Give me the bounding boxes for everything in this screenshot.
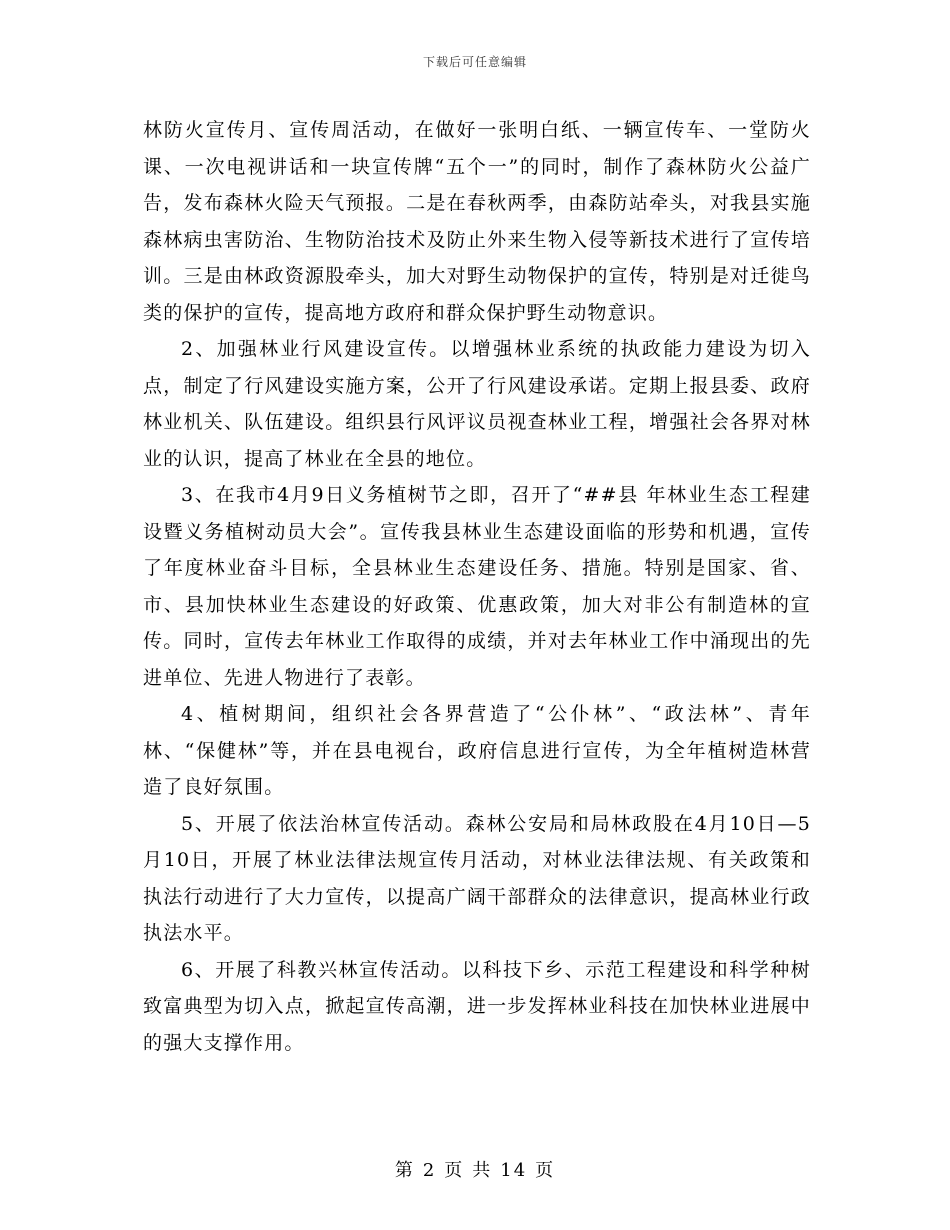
page-header: 下载后可任意编辑 [422,55,527,69]
paragraph-4: 4、植树期间，组织社会各界营造了“公仆林”、“政法林”、青年林、“保健林”等，并在县电视台，政府信息进行宣传，为全年植树造林营造了良好氛围。 [143,703,811,798]
footer-label-ye: 页 [444,1160,465,1181]
paragraph-5: 5、开展了依法治林宣传活动。森林公安局和局林政股在4月10日—5月10日，开展了林业法律法规宣传月活动，对林业法律法规、有关政策和执法行动进行了大力宣传，以提高广阔干部群众的法律意识，提高林业行政执法水平。 [143,812,811,944]
body-text [143,112,811,1061]
paragraph-continuation: 林防火宣传月、宣传周活动，在做好一张明白纸、一辆宣传车、一堂防火课、一次电视讲话和一块宣传牌“五个一”的同时，制作了森林防火公益广告，发布森林火险天气预报。二是在春秋两季，由森防站牵头，对我县实施森林病虫害防治、生物防治技术及防止外来生物入侵等新技术进行了宣传培训。三是由林政资源股牵头，加大对野生动物保护的宣传，特别是对迁徙鸟类的保护的宣传，提高地方政府和群众保护野生动物意识。 [143,119,811,324]
paragraph-3: 3、在我市4月9日义务植树节之即，召开了“##县 年林业生态工程建设暨义务植树动员大会”。宣传我县林业生态建设面临的形势和机遇，宣传了年度林业奋斗目标，全县林业生态建设任务、措施。特别是国家、省、市、县加快林业生态建设的好政策、优惠政策，加大对非公有制造林的宣传。同时，宣传去年林业工作取得的成绩，并对去年林业工作中涌现出的先进单位、先进人物进行了表彰。 [143,484,811,689]
total-page-count: 14 [500,1160,528,1181]
footer-label-ye2: 页 [535,1160,556,1181]
footer-label-di: 第 [394,1160,415,1181]
paragraph-2: 2、加强林业行风建设宣传。以增强林业系统的执政能力建设为切入点，制定了行风建设实施方案，公开了行风建设承诺。定期上报县委、政府林业机关、队伍建设。组织县行风评议员视查林业工程，增强社会各界对林业的认识，提高了林业在全县的地位。 [143,338,811,470]
current-page-number: 2 [422,1160,437,1181]
paragraph-6: 6、开展了科教兴林宣传活动。以科技下乡、示范工程建设和科学种树致富典型为切入点，掀起宣传高潮，进一步发挥林业科技在加快林业进展中的强大支撑作用。 [143,958,811,1054]
page-footer [0,1156,950,1182]
footer-label-gong: 共 [472,1160,493,1181]
